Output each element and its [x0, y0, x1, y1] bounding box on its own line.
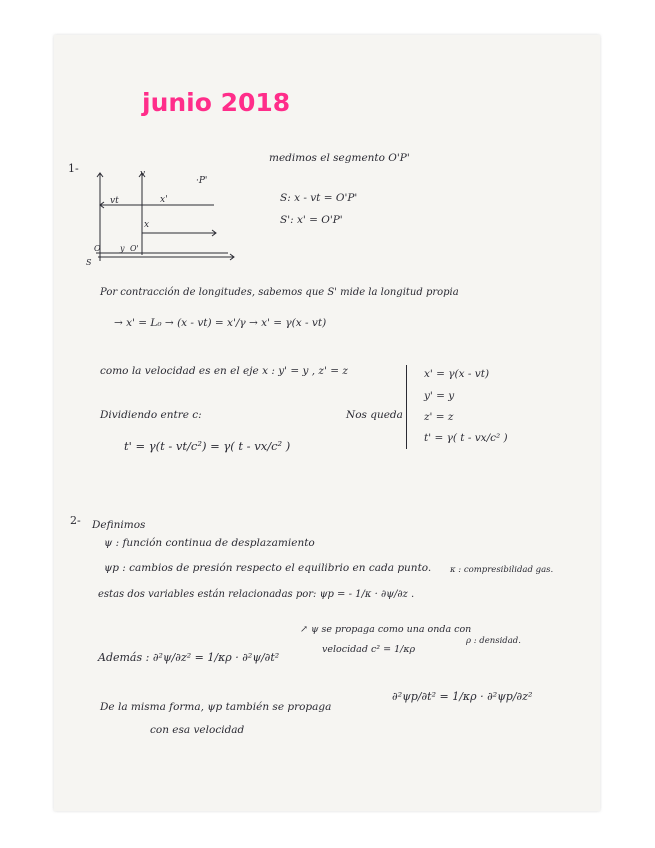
problem-2-line-6: De la misma forma, ψp también se propaga: [100, 701, 332, 713]
equation-s: S: x - vt = O'P': [280, 192, 358, 204]
problem-1-number: 1-: [68, 162, 79, 175]
problem-1-line-1: Por contracción de longitudes, sabemos que S' mide la longitud propia: [100, 287, 459, 298]
problem-2-line-7: con esa velocidad: [150, 724, 245, 736]
note-velocity: velocidad c² = 1/κρ: [322, 644, 416, 655]
diagram-label-origin: O: [94, 244, 101, 253]
problem-1-line-3: como la velocidad es en el eje x : y' = y , z' = z: [100, 365, 348, 377]
problem-2-line-6-equation: ∂²ψp/∂t² = 1/κρ · ∂²ψp/∂z²: [392, 690, 533, 703]
diagram-label-origin-prime: O': [130, 244, 139, 253]
rho-note: ρ : densidad.: [466, 636, 521, 646]
diagram-label-x: x: [144, 220, 150, 230]
problem-1-heading: medimos el segmento O'P': [269, 152, 410, 164]
note-wave: ↗ ψ se propaga como una onda con: [300, 624, 472, 635]
problem-2-line-1: Definimos: [92, 519, 146, 531]
equation-system-brace: [406, 365, 413, 449]
system-equation-4: t' = γ( t - vx/c² ): [424, 432, 508, 444]
problem-2-line-5: Además : ∂²ψ/∂z² = 1/κρ · ∂²ψ/∂t²: [98, 651, 280, 664]
nos-queda-label: Nos queda: [346, 409, 403, 421]
problem-1-line-4: Dividiendo entre c:: [100, 409, 202, 421]
system-equation-2: y' = y: [424, 390, 455, 402]
problem-2-number: 2-: [70, 514, 81, 527]
diagram-label-y: y: [120, 244, 125, 253]
equation-s-prime: S': x' = O'P': [280, 214, 343, 226]
problem-2-line-3: ψp : cambios de presión respecto el equilibrio en cada punto.: [104, 562, 432, 574]
problem-1-line-2: → x' = L₀ → (x - vt) = x'/γ → x' = γ(x - vt): [114, 317, 327, 329]
reference-frames-diagram: [88, 165, 238, 265]
diagram-label-vt: vt: [110, 196, 119, 206]
diagram-label-s: S: [86, 258, 92, 267]
page-title: junio 2018: [142, 88, 291, 117]
diagram-label-p-prime: ·P': [196, 176, 208, 186]
diagram-label-x-prime: x': [160, 195, 168, 205]
notebook-page: [54, 35, 600, 811]
kappa-note: κ : compresibilidad gas.: [450, 565, 554, 575]
problem-2-line-4: estas dos variables están relacionadas por: ψp = - 1/κ · ∂ψ/∂z .: [98, 589, 415, 600]
problem-2-line-2: ψ : función continua de desplazamiento: [104, 537, 315, 549]
diagram-label-v: v: [140, 169, 146, 179]
system-equation-3: z' = z: [424, 411, 454, 423]
system-equation-1: x' = γ(x - vt): [424, 368, 490, 380]
problem-1-line-5: t' = γ(t - vt/c²) = γ( t - vx/c² ): [124, 439, 291, 453]
